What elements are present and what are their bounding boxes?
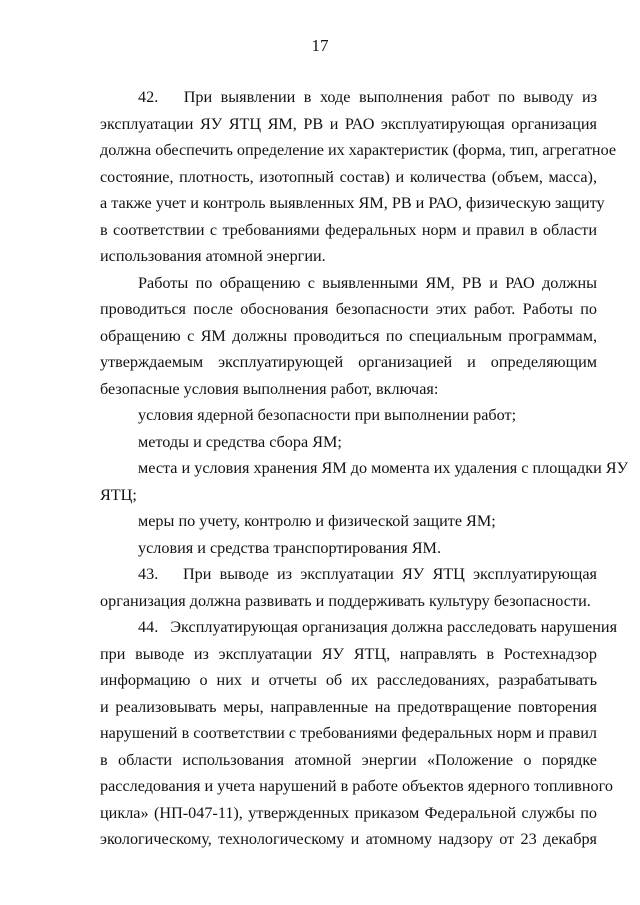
text-line: должна обеспечить определение их характеристик (форма, тип, агрегатное — [100, 141, 617, 159]
text-line: цикла» (НП-047-11), утвержденных приказом Федеральной службы по — [100, 803, 597, 822]
text-line: организация должна развивать и поддерживать культуру безопасности. — [100, 591, 591, 610]
text-line: эксплуатации ЯУ ЯТЦ ЯМ, РВ и РАО эксплуатирующая организация — [100, 114, 597, 133]
text-line: условия и средства транспортирования ЯМ. — [138, 538, 441, 557]
text-line: места и условия хранения ЯМ до момента их удаления с площадки ЯУ — [138, 459, 629, 477]
text-line: методы и средства сбора ЯМ; — [138, 432, 342, 451]
page-number: 17 — [311, 36, 329, 55]
text-line: Работы по обращению с выявленными ЯМ, РВ и РАО должны — [138, 273, 597, 292]
text-line: расследования и учета нарушений в работе объектов ядерного топливного — [100, 777, 613, 795]
text-line: условия ядерной безопасности при выполнении работ; — [138, 406, 517, 424]
text-line: 42. При выявлении в ходе выполнения работ по выводу из — [138, 88, 597, 106]
text-line: нарушений в соответствии с требованиями федеральных норм и правил — [100, 724, 597, 742]
text-line: информацию о них и отчеты об их расследованиях, разрабатывать — [100, 671, 597, 689]
text-line: проводиться после обоснования безопасности этих работ. Работы по — [100, 300, 597, 318]
text-line: экологическому, технологическому и атомному надзору от 23 декабря — [100, 830, 597, 848]
text-line: и реализовывать меры, направленные на предотвращение повторения — [100, 697, 597, 716]
text-line: а также учет и контроль выявленных ЯМ, РВ и РАО, физическую защиту — [100, 194, 605, 212]
text-line: в соответствии с требованиями федеральных норм и правил в области — [100, 220, 597, 239]
text-line: состояние, плотность, изотопный состав) и количества (объем, масса), — [100, 167, 597, 186]
text-line: безопасные условия выполнения работ, включая: — [100, 379, 439, 398]
text-line: 43. При выводе из эксплуатации ЯУ ЯТЦ эксплуатирующая — [138, 565, 597, 583]
text-line: ЯТЦ; — [100, 485, 137, 504]
text-line: обращению с ЯМ должны проводиться по специальным программам, — [100, 326, 597, 345]
document-body — [100, 84, 629, 853]
text-line: при выводе из эксплуатации ЯУ ЯТЦ, направлять в Ростехнадзор — [100, 644, 597, 663]
text-line: в области использования атомной энергии «Положение о порядке — [100, 750, 597, 769]
text-line: использования атомной энергии. — [100, 247, 326, 265]
text-line: утверждаемым эксплуатирующей организацией и определяющим — [100, 353, 597, 371]
text-line: меры по учету, контролю и физической защите ЯМ; — [138, 512, 496, 530]
text-line: 44. Эксплуатирующая организация должна расследовать нарушения — [138, 618, 618, 636]
